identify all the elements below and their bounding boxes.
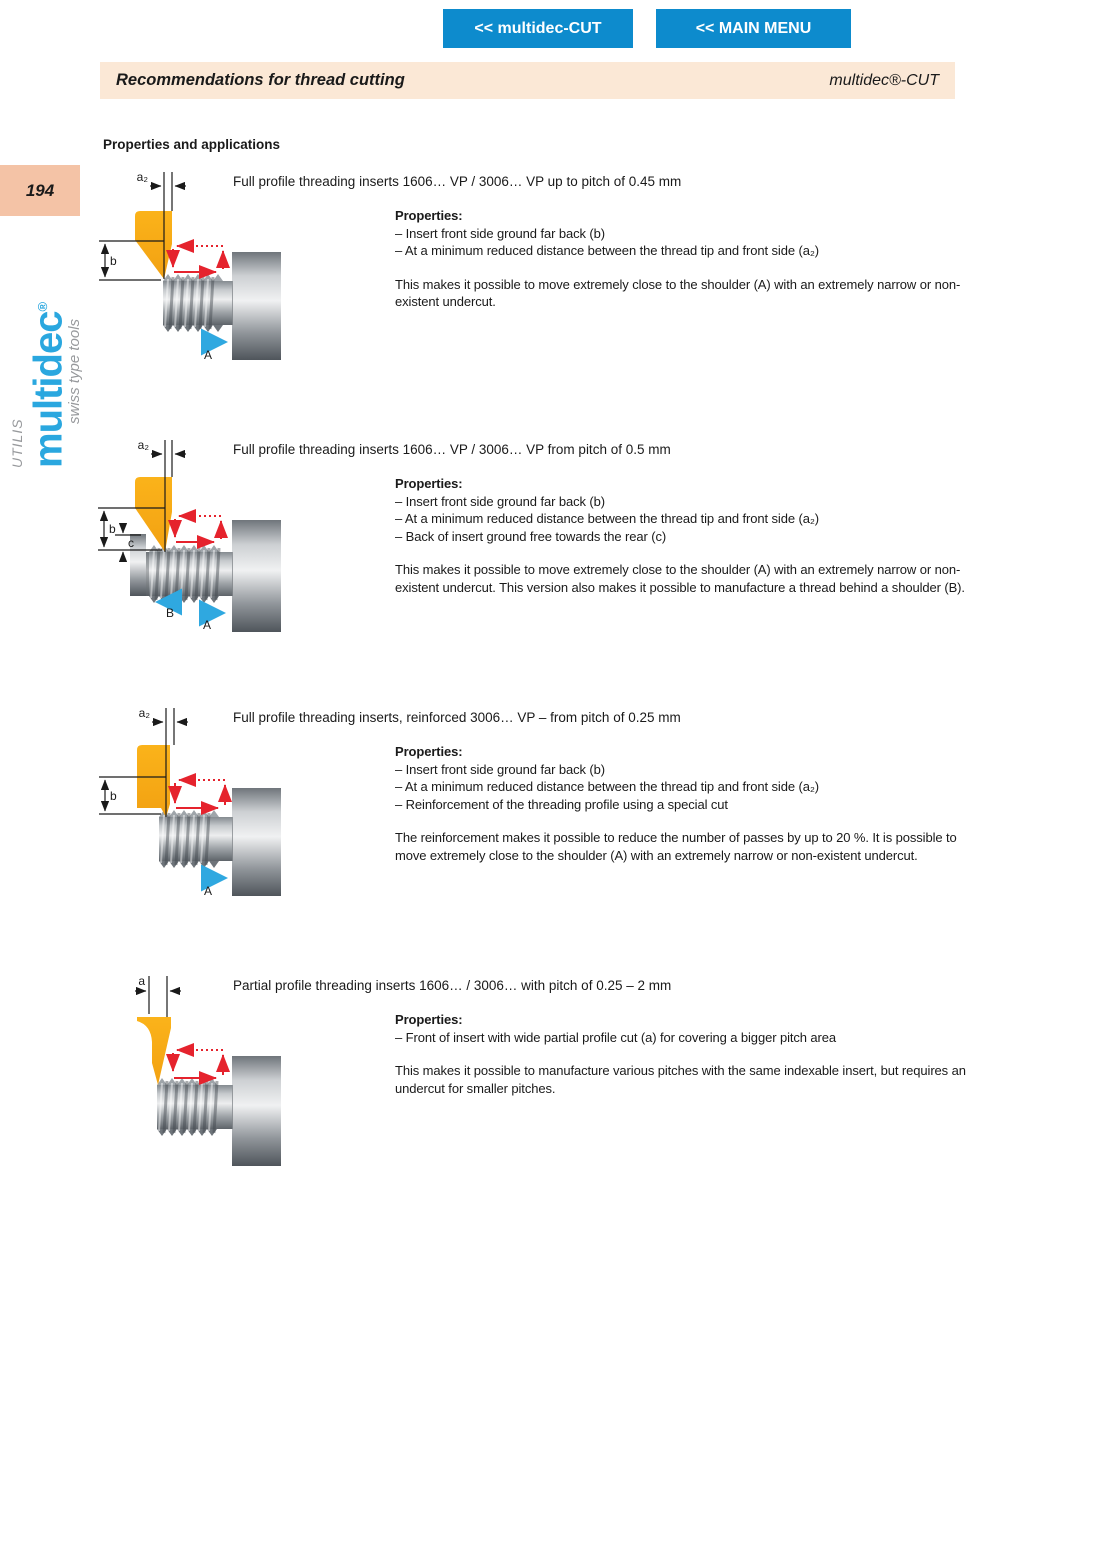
arrow-a-label: A <box>203 618 212 632</box>
property-bullet: – Reinforcement of the threading profile using a special cut <box>395 796 728 812</box>
header-bar <box>100 62 955 99</box>
insert-title: Full profile threading inserts 1606… VP / 3006… VP from pitch of 0.5 mm <box>233 442 671 457</box>
multidec-cut-button[interactable]: << multidec-CUT <box>443 9 633 48</box>
section-text <box>395 207 980 311</box>
threading-diagram-1 <box>95 164 325 379</box>
dim-b-label: b <box>109 522 116 536</box>
logo-utilis-text: UTILIS <box>9 418 25 468</box>
property-bullet: – At a minimum reduced distance between the thread tip and front side (a₂) <box>395 243 820 258</box>
page-number: 194 <box>25 180 55 200</box>
registered-mark: ® <box>35 302 50 312</box>
arrow-b-label: B <box>166 606 175 620</box>
screw-illustration <box>157 1056 281 1166</box>
threading-diagram-3 <box>95 700 325 915</box>
threading-insert <box>137 1017 171 1085</box>
screw-illustration <box>130 520 281 632</box>
insert-title: Partial profile threading inserts 1606… / 3006… with pitch of 0.25 – 2 mm <box>233 978 672 993</box>
property-bullet: – At a minimum reduced distance between the thread tip and front side (a₂) <box>395 779 820 794</box>
threading-diagram-2 <box>95 432 325 647</box>
arrow-a-label: A <box>204 884 213 898</box>
properties-label: Properties: <box>395 744 463 759</box>
section-full-profile-05 <box>0 438 1100 702</box>
section-text <box>395 475 980 596</box>
tool-path <box>173 1050 223 1078</box>
property-bullet: – Insert front side ground far back (b) <box>395 493 605 509</box>
property-bullet: – Insert front side ground far back (b) <box>395 225 605 241</box>
section-text <box>395 743 980 864</box>
property-bullet: – Front of insert with wide partial profile cut (a) for covering a bigger pitch area <box>395 1029 837 1045</box>
tool-path <box>175 780 225 808</box>
threading-insert <box>135 211 172 279</box>
description-paragraph: The reinforcement makes it possible to reduce the number of passes by up to 20 %. It is possible to move extremely close to the shoulder (A) with an extremely narrow or non-existent undercut. <box>395 830 957 863</box>
brand-label: multidec®-CUT <box>829 71 939 89</box>
insert-title: Full profile threading inserts, reinforced 3006… VP – from pitch of 0.25 mm <box>233 710 681 725</box>
main-menu-button[interactable]: << MAIN MENU <box>656 9 851 48</box>
page-title: Recommendations for thread cutting <box>116 71 405 89</box>
logo-tagline-text: swiss type tools <box>66 318 84 424</box>
insert-title: Full profile threading inserts 1606… VP / 3006… VP up to pitch of 0.45 mm <box>233 174 682 189</box>
section-heading: Properties and applications <box>103 137 281 152</box>
property-bullet: – At a minimum reduced distance between the thread tip and front side (a₂) <box>395 511 820 526</box>
dim-c-label: c <box>128 536 134 550</box>
section-full-profile-reinforced <box>0 706 1100 970</box>
properties-label: Properties: <box>395 208 463 223</box>
threading-diagram-4 <box>95 968 325 1183</box>
screw-head <box>232 520 281 632</box>
property-bullet: – Back of insert ground free towards the rear (c) <box>395 528 667 544</box>
tool-path <box>175 516 221 542</box>
description-paragraph: This makes it possible to move extremely close to the shoulder (A) with an extremely narrow or non-existent undercut. <box>395 276 961 309</box>
logo-brand-text: multidec® <box>26 302 71 468</box>
properties-label: Properties: <box>395 1012 463 1027</box>
dim-a2-label: a₂ <box>138 706 150 720</box>
section-text <box>395 1011 980 1097</box>
screw-head <box>232 252 281 360</box>
screw-illustration <box>159 788 281 896</box>
dim-b-label: b <box>110 254 117 268</box>
threading-insert <box>137 745 170 817</box>
tool-path <box>173 246 223 272</box>
properties-label: Properties: <box>395 476 463 491</box>
screw-head <box>232 1056 281 1166</box>
section-full-profile-045 <box>0 170 1100 434</box>
dim-a2-label: a₂ <box>136 170 148 184</box>
property-bullet: – Insert front side ground far back (b) <box>395 761 605 777</box>
dim-a-label: a <box>138 974 145 988</box>
dim-b-label: b <box>110 789 117 803</box>
dim-a2-label: a₂ <box>137 438 149 452</box>
description-paragraph: This makes it possible to manufacture various pitches with the same indexable insert, but requires an undercut for smaller pitches. <box>395 1063 966 1096</box>
screw-head <box>232 788 281 896</box>
section-partial-profile <box>0 974 1100 1238</box>
description-paragraph: This makes it possible to move extremely close to the shoulder (A) with an extremely narrow or non-existent undercut. This version also makes it possible to manufacture a thread behind a shoulder (B). <box>395 562 965 595</box>
arrow-a-label: A <box>204 348 213 362</box>
